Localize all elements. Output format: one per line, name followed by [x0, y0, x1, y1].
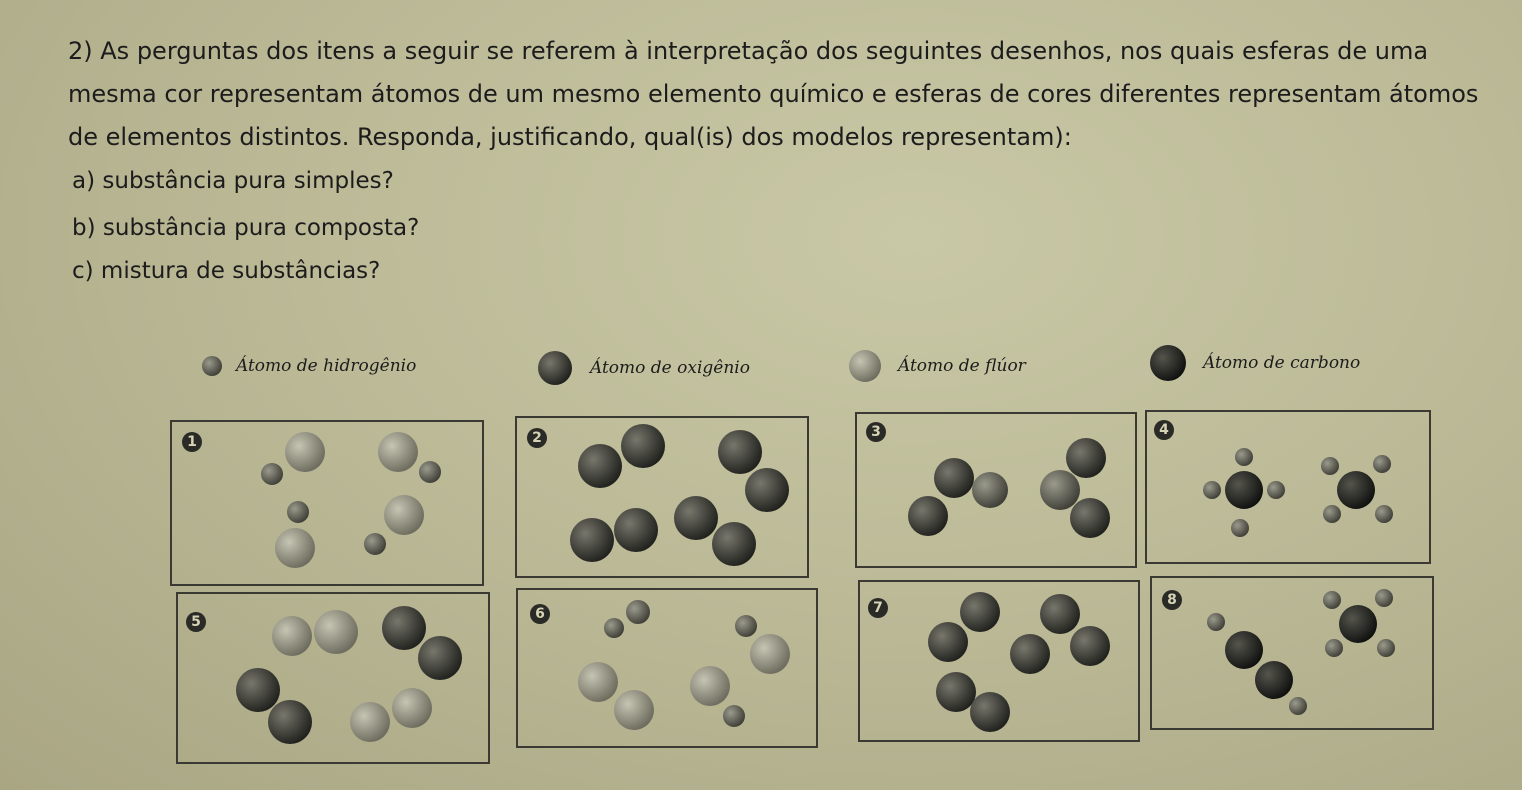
- model-number-4: 4: [1154, 420, 1174, 440]
- molecule-hf: [690, 666, 745, 727]
- molecule-o2: [570, 508, 658, 562]
- legend-label: Átomo de hidrogênio: [236, 356, 417, 376]
- legend-label: Átomo de oxigênio: [590, 358, 750, 378]
- question-line: de elementos distintos. Responda, justificando, qual(is) dos modelos representam):: [68, 123, 1072, 151]
- molecule-o2: [236, 668, 312, 744]
- molecule-h2: [604, 600, 650, 638]
- molecule-hf: [364, 495, 424, 555]
- molecule-f2: [578, 662, 654, 730]
- model-number-3: 3: [866, 422, 886, 442]
- molecule-ch4: [1321, 455, 1393, 523]
- model-number-6: 6: [530, 604, 550, 624]
- model-number-7: 7: [868, 598, 888, 618]
- molecule-hf: [378, 432, 441, 483]
- question-line: mesma cor representam átomos de um mesmo elemento químico e esferas de cores diferentes representam átomos: [68, 80, 1479, 108]
- model-number-5: 5: [186, 612, 206, 632]
- item-b: b) substância pura composta?: [72, 215, 420, 241]
- molecule-o2: [1010, 594, 1110, 674]
- item-c: c) mistura de substâncias?: [72, 258, 381, 284]
- molecule-hf: [275, 501, 315, 568]
- molecule-o2: [718, 430, 789, 512]
- model-number-1: 1: [182, 432, 202, 452]
- molecule-c2h2: [1207, 613, 1307, 715]
- legend-label: Átomo de carbono: [1203, 353, 1361, 373]
- molecule-o2: [578, 424, 665, 488]
- question-line: 2) As perguntas dos itens a seguir se referem à interpretação dos seguintes desenhos, nos quais esferas de uma: [68, 37, 1429, 65]
- molecule-hf: [261, 432, 325, 485]
- molecule-hf: [735, 615, 790, 674]
- molecule-o2: [928, 592, 1000, 662]
- model-number-8: 8: [1162, 590, 1182, 610]
- molecule-f2: [350, 688, 432, 742]
- molecule-ch4: [1203, 448, 1285, 537]
- molecule-group: [908, 458, 1008, 536]
- molecule-o2: [674, 496, 756, 566]
- molecule-o2: [936, 672, 1010, 732]
- molecule-group: [1040, 438, 1110, 538]
- item-a: a) substância pura simples?: [72, 168, 394, 194]
- model-number-2: 2: [527, 428, 547, 448]
- molecule-o2: [382, 606, 462, 680]
- molecule-ch4: [1323, 589, 1395, 657]
- molecule-f2: [272, 610, 358, 656]
- legend-label: Átomo de flúor: [898, 356, 1026, 376]
